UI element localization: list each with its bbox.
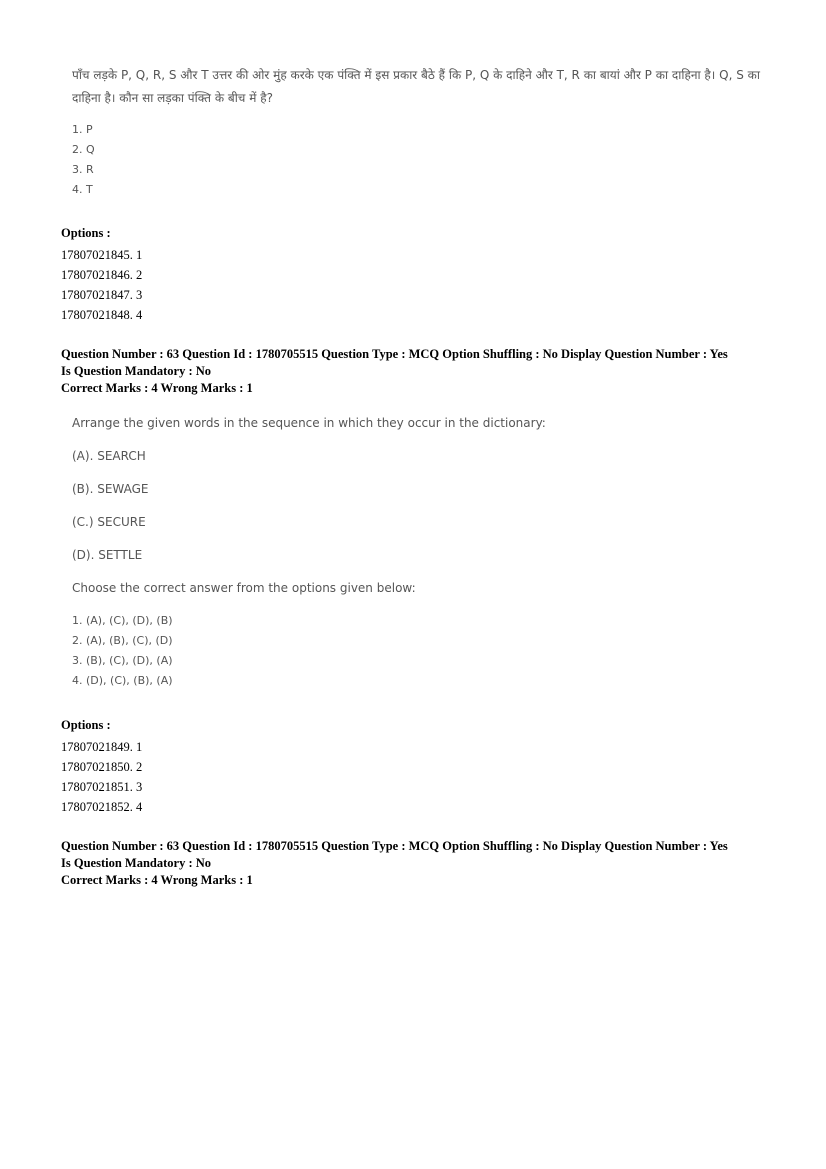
- option-id: 17807021845. 1: [61, 248, 143, 262]
- choice-item: 2. Q: [72, 143, 95, 156]
- option-id: 17807021848. 4: [61, 308, 143, 322]
- question-marks: Correct Marks : 4 Wrong Marks : 1: [61, 381, 253, 395]
- option-id: 17807021852. 4: [61, 800, 143, 814]
- question-62-choices: [72, 120, 762, 200]
- choice-item: 1. P: [72, 123, 93, 136]
- choice-item: 1. (A), (C), (D), (B): [72, 614, 173, 627]
- option-id: 17807021851. 3: [61, 780, 143, 794]
- choice-item: 3. R: [72, 163, 94, 176]
- options-label: Options :: [61, 226, 111, 240]
- choice-item: 4. (D), (C), (B), (A): [72, 674, 173, 687]
- word-item: (A). SEARCH: [72, 449, 146, 463]
- option-id: 17807021846. 2: [61, 268, 143, 282]
- question-next-meta: [61, 838, 776, 889]
- option-id: 17807021847. 3: [61, 288, 143, 302]
- question-62-text: पाँच लड़के P, Q, R, S और T उत्तर की ओर मुंह करके एक पंक्ति में इस प्रकार बैठे हैं कि P, Q के दाहिने और T, R का बायां और P का दाहिना है। Q, S का दाहिना है। कौन सा लड़का पंक्ति के बीच में है?: [72, 68, 760, 105]
- question-63-instruction: Choose the correct answer from the options given below:: [72, 581, 416, 595]
- question-63-text: Arrange the given words in the sequence in which they occur in the dictionary:: [72, 416, 546, 430]
- option-id: 17807021850. 2: [61, 760, 143, 774]
- word-item: (B). SEWAGE: [72, 482, 149, 496]
- choice-item: 4. T: [72, 183, 93, 196]
- word-item: (D). SETTLE: [72, 548, 143, 562]
- choice-item: 2. (A), (B), (C), (D): [72, 634, 173, 647]
- question-mandatory: Is Question Mandatory : No: [61, 856, 212, 870]
- question-marks: Correct Marks : 4 Wrong Marks : 1: [61, 873, 253, 887]
- choice-item: 3. (B), (C), (D), (A): [72, 654, 173, 667]
- question-62-body: [72, 64, 762, 200]
- question-meta-line: Question Number : 63 Question Id : 1780705515 Question Type : MCQ Option Shuffling : No Display Question Number : Yes: [61, 347, 728, 361]
- question-63-options: [61, 717, 142, 817]
- question-63-body: [72, 412, 762, 691]
- question-62-options: [61, 225, 142, 325]
- question-meta-line: Question Number : 63 Question Id : 1780705515 Question Type : MCQ Option Shuffling : No Display Question Number : Yes: [61, 839, 728, 853]
- question-63-meta: [61, 346, 776, 397]
- question-mandatory: Is Question Mandatory : No: [61, 364, 212, 378]
- option-id: 17807021849. 1: [61, 740, 143, 754]
- question-63-choices: [72, 611, 762, 691]
- options-label: Options :: [61, 718, 111, 732]
- word-item: (C.) SECURE: [72, 515, 146, 529]
